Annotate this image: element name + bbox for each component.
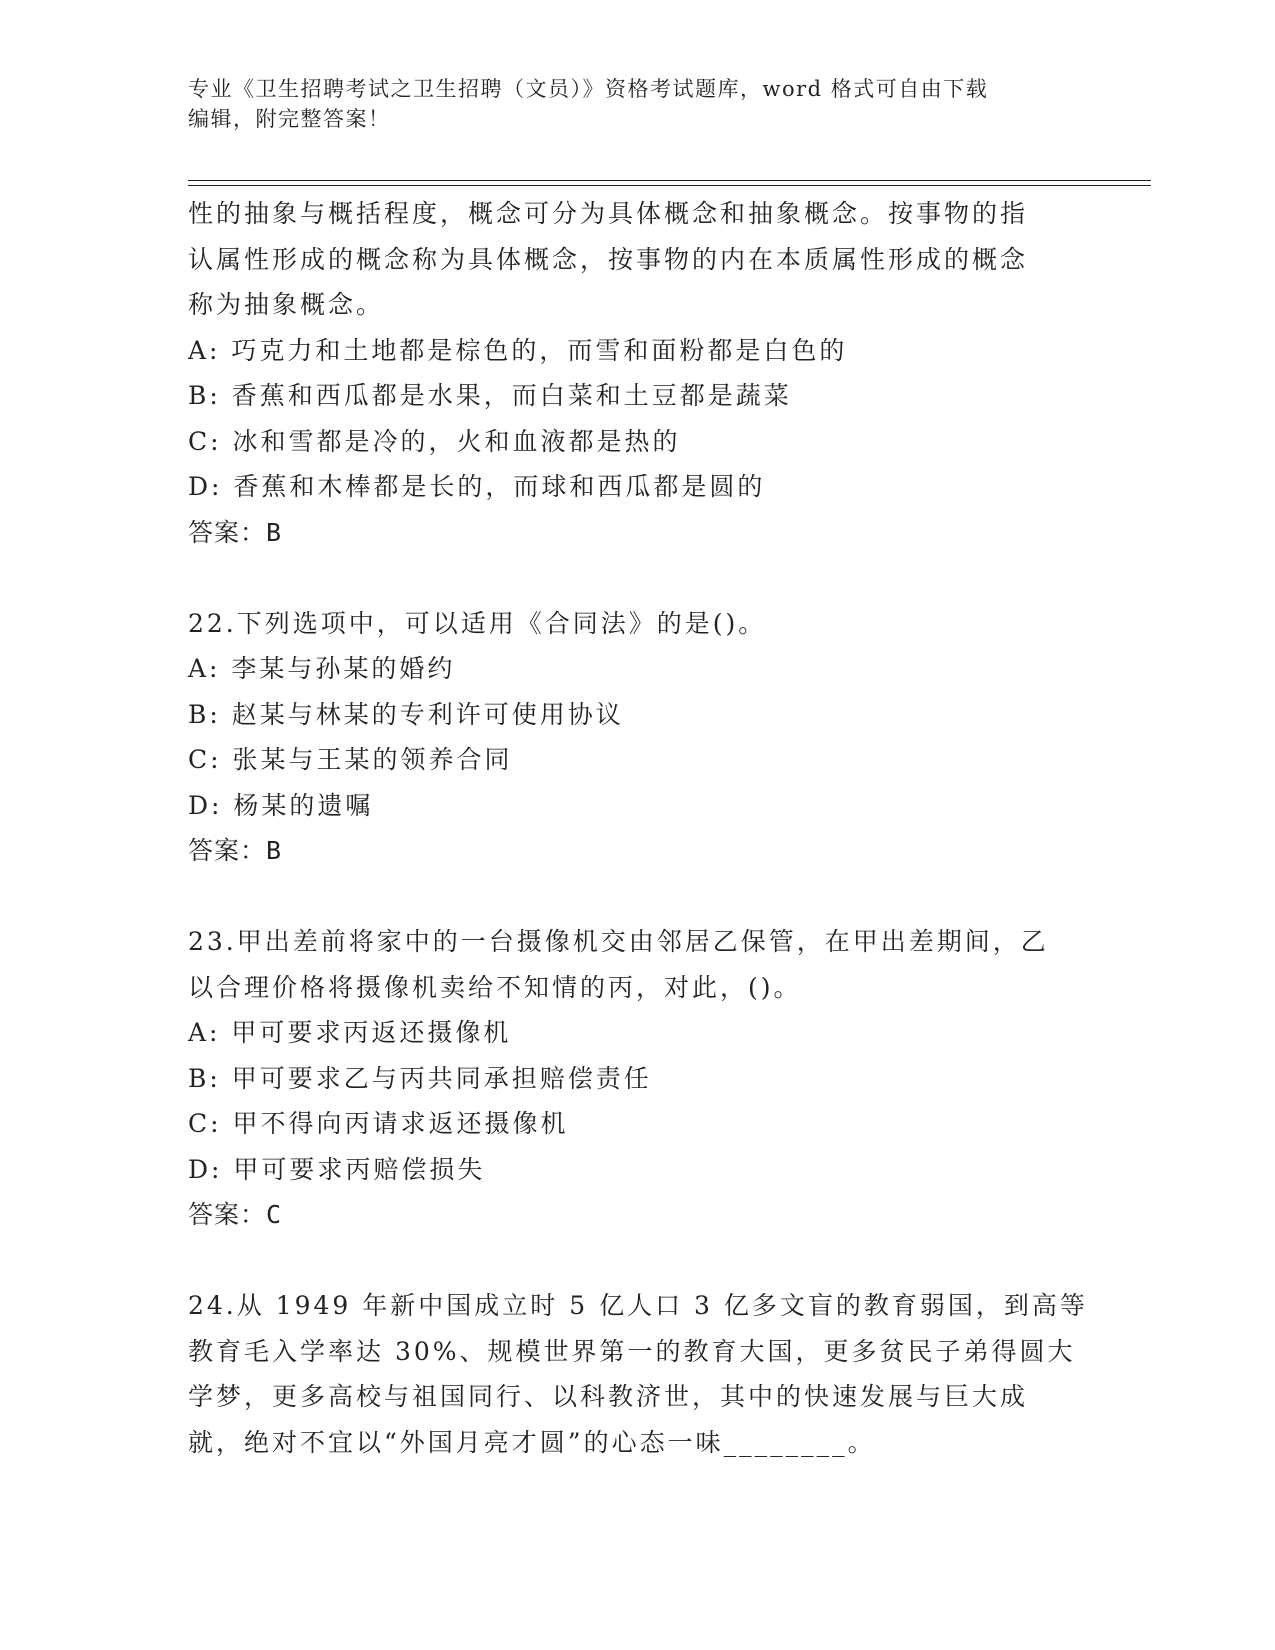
document-header (188, 74, 1088, 134)
option-a: A: 巧克力和土地都是棕色的，而雪和面粉都是白色的 (188, 335, 848, 365)
question-stem: 教育毛入学率达 30%、规模世界第一的教育大国，更多贫民子弟得圆大 (188, 1336, 1076, 1366)
question-stem: 学梦，更多高校与祖国同行、以科教济世，其中的快速发展与巨大成 (188, 1382, 1029, 1411)
question-content (188, 191, 1088, 1465)
question-stem: 就，绝对不宜以“外国月亮才圆”的心态一味________。 (188, 1427, 876, 1457)
header-line-2: 编辑，附完整答案！ (188, 107, 391, 131)
header-divider-bottom (188, 185, 1151, 186)
spacer (188, 1238, 1088, 1284)
question-stem: 24.从 1949 年新中国成立时 5 亿人口 3 亿多文盲的教育弱国，到高等 (188, 1291, 1088, 1320)
option-a: A: 甲可要求丙返还摄像机 (188, 1018, 512, 1047)
header-line-1: 专业《卫生招聘考试之卫生招聘（文员）》资格考试题库，word 格式可自由下载 (188, 77, 989, 101)
option-d: D: 香蕉和木棒都是长的，而球和西瓜都是圆的 (188, 472, 766, 501)
answer: 答案：B (188, 836, 283, 865)
question-23 (188, 919, 1088, 1238)
explanation-line: 认属性形成的概念称为具体概念，按事物的内在本质属性形成的概念 (188, 244, 1029, 274)
option-d: D: 甲可要求丙赔偿损失 (188, 1154, 486, 1184)
option-a: A: 李某与孙某的婚约 (188, 654, 456, 683)
header-divider-top (188, 180, 1151, 181)
question-22 (188, 601, 1088, 874)
answer: 答案：C (188, 1200, 283, 1229)
question-stem: 23.甲出差前将家中的一台摄像机交由邻居乙保管，在甲出差期间，乙 (188, 927, 1049, 956)
question-stem: 以合理价格将摄像机卖给不知情的丙，对此，()。 (188, 972, 802, 1002)
question-24 (188, 1283, 1088, 1465)
explanation-line: 性的抽象与概括程度，概念可分为具体概念和抽象概念。按事物的指 (188, 199, 1029, 228)
spacer (188, 874, 1088, 920)
option-c: C: 张某与王某的领养合同 (188, 745, 513, 774)
answer: 答案：B (188, 517, 283, 547)
option-b: B: 赵某与林某的专利许可使用协议 (188, 699, 624, 729)
explanation-line: 称为抽象概念。 (188, 290, 385, 319)
option-b: B: 香蕉和西瓜都是水果，而白菜和土豆都是蔬菜 (188, 381, 792, 410)
question-21 (188, 191, 1088, 555)
question-stem: 22.下列选项中，可以适用《合同法》的是()。 (188, 608, 767, 638)
spacer (188, 555, 1088, 601)
option-c: C: 甲不得向丙请求返还摄像机 (188, 1109, 569, 1138)
option-d: D: 杨某的遗嘱 (188, 790, 374, 820)
option-b: B: 甲可要求乙与丙共同承担赔偿责任 (188, 1063, 652, 1093)
option-c: C: 冰和雪都是冷的，火和血液都是热的 (188, 426, 681, 456)
